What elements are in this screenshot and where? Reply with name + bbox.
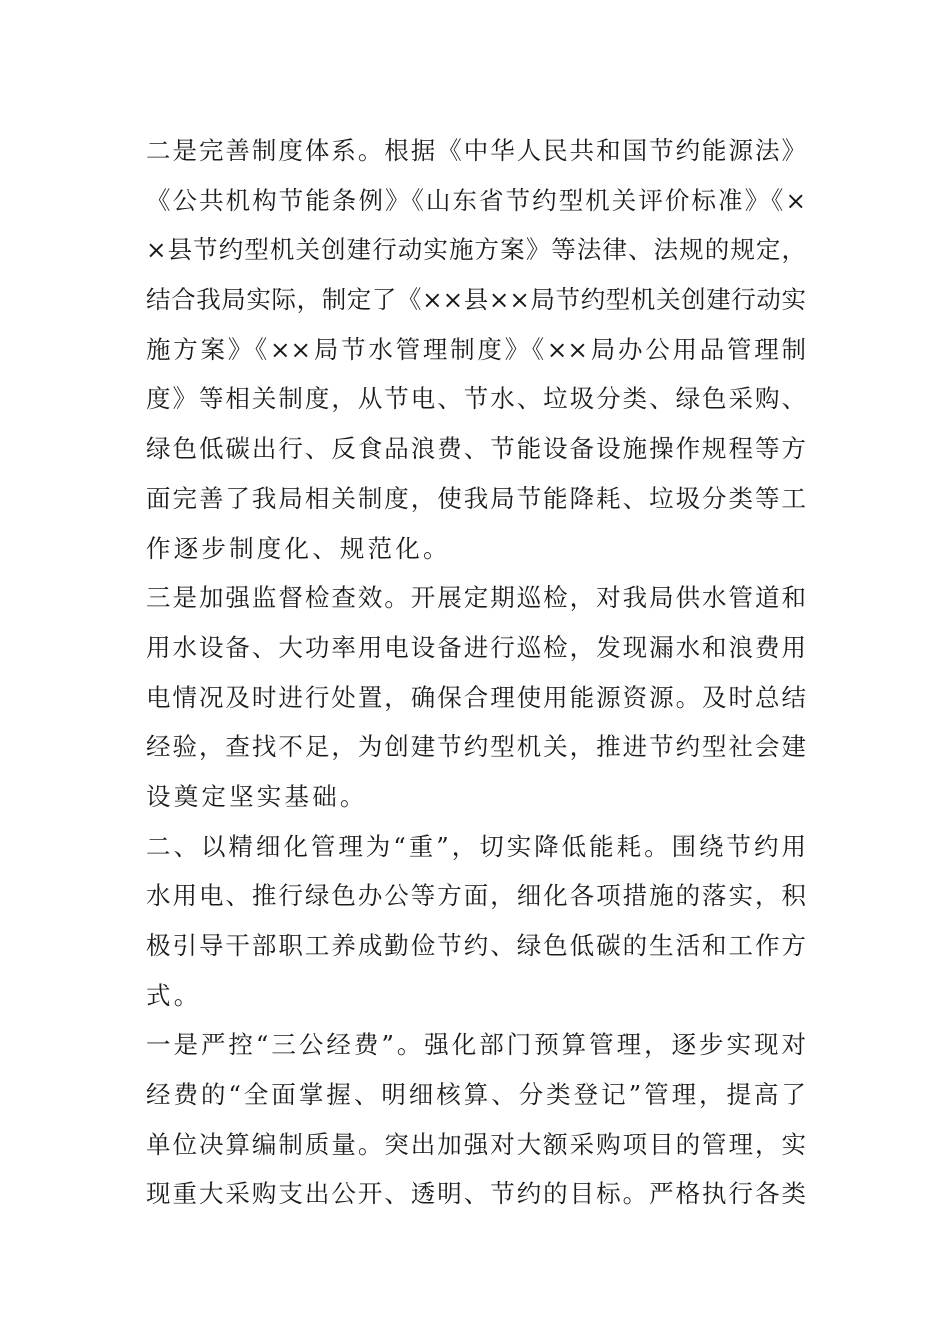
text-line: 现重大采购支出公开、透明、节约的目标。严格执行各类	[146, 1179, 806, 1209]
text-line: 设奠定坚实基础。	[146, 781, 368, 811]
text-line: 经费的“全面掌握、明细核算、分类登记”管理，提高了	[146, 1080, 806, 1110]
text-line: ×县节约型机关创建行动实施方案》等法律、法规的规定，	[146, 235, 806, 265]
text-line: 绿色低碳出行、反食品浪费、节能设备设施操作规程等方	[146, 434, 806, 464]
text-line: 电情况及时进行处置，确保合理使用能源资源。及时总结	[146, 682, 806, 712]
text-line: 水用电、推行绿色办公等方面，细化各项措施的落实，积	[146, 881, 806, 911]
text-line: 经验，查找不足，为创建节约型机关，推进节约型社会建	[146, 732, 806, 762]
text-line: 极引导干部职工养成勤俭节约、绿色低碳的生活和工作方	[146, 931, 806, 960]
text-line: 用水设备、大功率用电设备进行巡检，发现漏水和浪费用	[146, 632, 806, 662]
text-line: 施方案》《××局节水管理制度》《××局办公用品管理制	[146, 334, 806, 364]
text-line: 二、以精细化管理为“重”，切实降低能耗。围绕节约用	[146, 831, 806, 861]
text-line: 度》等相关制度，从节电、节水、垃圾分类、绿色采购、	[146, 384, 806, 414]
text-line: 一是严控“三公经费”。强化部门预算管理，逐步实现对	[146, 1030, 806, 1060]
text-line: 式。	[146, 980, 202, 1010]
text-line: 《公共机构节能条例》《山东省节约型机关评价标准》《×	[146, 185, 806, 215]
text-line: 三是加强监督检查效。开展定期巡检，对我局供水管道和	[146, 583, 806, 613]
text-line: 单位决算编制质量。突出加强对大额采购项目的管理，实	[146, 1129, 806, 1159]
text-line: 结合我局实际，制定了《××县××局节约型机关创建行动实	[146, 285, 806, 315]
text-line: 作逐步制度化、规范化。	[146, 533, 451, 563]
text-line: 二是完善制度体系。根据《中华人民共和国节约能源法》	[146, 136, 806, 165]
text-line: 面完善了我局相关制度，使我局节能降耗、垃圾分类等工	[146, 483, 806, 513]
document-body	[146, 126, 806, 1219]
